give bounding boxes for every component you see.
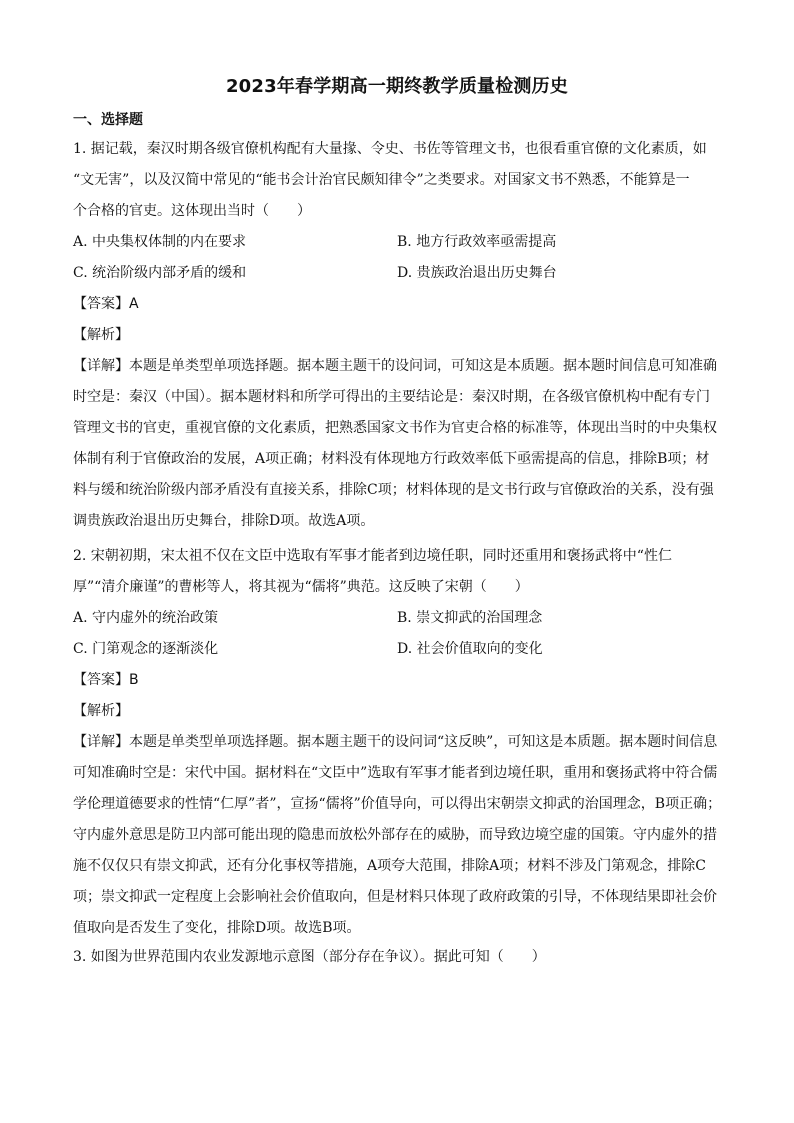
option-b: B. 崇文抑武的治国理念: [397, 610, 543, 626]
detail-line: 可知准确时空是：宋代中国。据材料在“文臣中”选取有军事才能者到边境任职，重用和褒扬武将中符合儒: [73, 765, 718, 781]
option-c: C. 统治阶级内部矛盾的缓和: [73, 265, 247, 281]
detail-line: 体制有利于官僚政治的发展，A项正确；材料没有体现地方行政效率低下亟需提高的信息，排除B项；材: [73, 451, 710, 467]
answer-label: 【答案】B: [73, 672, 139, 688]
option-b: B. 地方行政效率亟需提高: [397, 234, 557, 250]
question-1-stem-line: “文无害”，以及汉简中常见的“能书会计治官民颇知律令”之类要求。对国家文书不熟悉，不能算是一: [73, 172, 690, 188]
option-d: D. 贵族政治退出历史舞台: [397, 265, 557, 281]
detail-line: 项；崇文抑武一定程度上会影响社会价值取向，但是材料只体现了政府政策的引导，不体现结果即社会价: [73, 889, 717, 905]
question-1: [73, 134, 723, 537]
detail-line: 调贵族政治退出历史舞台，排除D项。故选A项。: [73, 513, 375, 529]
detail-line: 【详解】本题是单类型单项选择题。据本题主题干的设问词“这反映”，可知这是本质题。据本题时间信息: [73, 734, 718, 750]
page-title: 2023年春学期高一期终教学质量检测历史: [225, 76, 569, 97]
option-a: A. 守内虚外的统治政策: [73, 610, 219, 626]
analysis-label: 【解析】: [73, 703, 129, 719]
section-heading: 一、选择题: [73, 112, 143, 128]
question-1-options-row: [73, 227, 723, 258]
detail-line: 学伦理道德要求的性情“仁厚”者”，宣扬“儒将”价值导向，可以得出宋朝崇文抑武的治国理念，B项正确；: [73, 796, 722, 812]
answer-label: 【答案】A: [73, 296, 139, 312]
analysis-label: 【解析】: [73, 327, 129, 343]
detail-line: 管理文书的官吏，重视官僚的文化素质，把熟悉国家文书作为官吏合格的标准等，体现出当时的中央集权: [73, 420, 717, 436]
question-3: [73, 942, 723, 973]
option-d: D. 社会价值取向的变化: [397, 641, 543, 657]
detail-line: 料与缓和统治阶级内部矛盾没有直接关系，排除C项；材料体现的是文书行政与官僚政治的关系，没有强: [73, 482, 714, 498]
question-2-stem-line: 2. 宋朝初期，宋太祖不仅在文臣中选取有军事才能者到边境任职，同时还重用和褒扬武将中“性仁: [73, 548, 672, 564]
question-3-stem-line: 3. 如图为世界范围内农业发源地示意图（部分存在争议）。据此可知（ ）: [73, 949, 546, 965]
question-2-options-row: [73, 634, 723, 665]
detail-line: 值取向是否发生了变化，排除D项。故选B项。: [73, 920, 361, 936]
question-1-stem-line: 1. 据记载，秦汉时期各级官僚机构配有大量掾、令史、书佐等管理文书，也很看重官僚的文化素质，如: [73, 141, 707, 157]
question-2-stem-line: 厚”“清介廉谨”的曹彬等人，将其视为“儒将”典范。这反映了宋朝（ ）: [73, 579, 529, 595]
detail-line: 【详解】本题是单类型单项选择题。据本题主题干的设问词，可知这是本质题。据本题时间信息可知准确: [73, 358, 717, 374]
detail-line: 时空是：秦汉（中国）。据本题材料和所学可得出的主要结论是：秦汉时期，在各级官僚机构中配有专门: [73, 389, 710, 405]
question-2-options-row: [73, 603, 723, 634]
detail-line: 施不仅仅只有崇文抑武，还有分化事权等措施，A项夸大范围，排除A项；材料不涉及门第观念，排除C: [73, 858, 706, 874]
option-c: C. 门第观念的逐渐淡化: [73, 641, 219, 657]
question-1-stem-line: 个合格的官吏。这体现出当时（ ）: [73, 203, 311, 219]
detail-line: 守内虚外意思是防卫内部可能出现的隐患而放松外部存在的威胁，而导致边境空虚的国策。守内虚外的措: [73, 827, 717, 843]
question-2: [73, 541, 723, 944]
option-a: A. 中央集权体制的内在要求: [73, 234, 247, 250]
question-1-options-row: [73, 258, 723, 289]
